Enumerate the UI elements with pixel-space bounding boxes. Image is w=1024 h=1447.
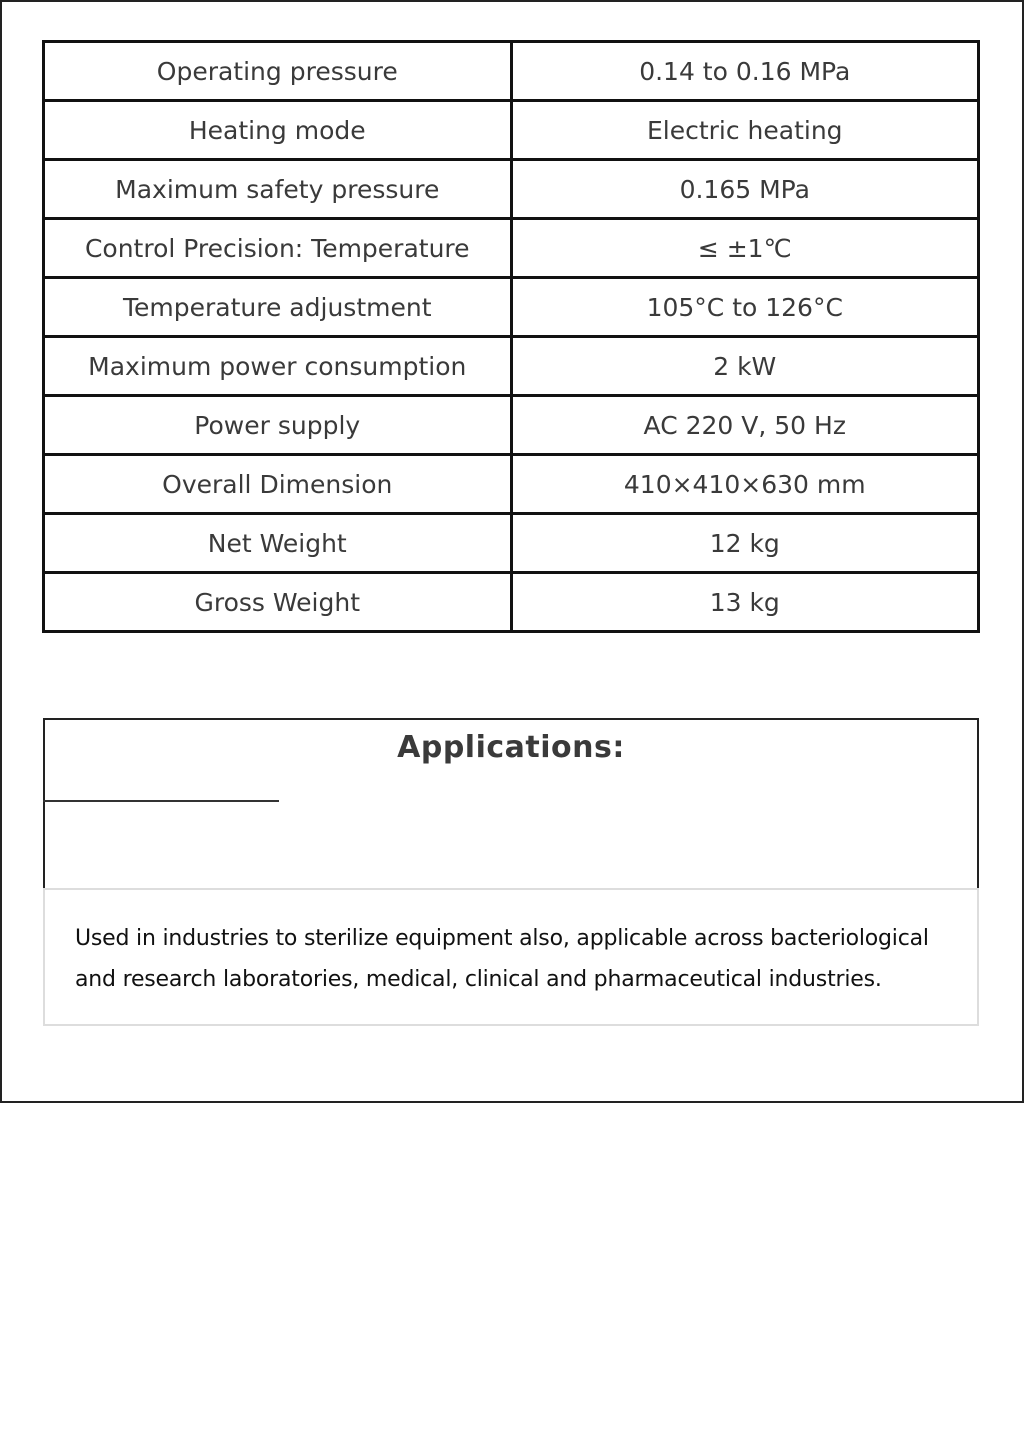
table-row xyxy=(44,337,979,396)
table-row xyxy=(44,514,979,573)
applications-title: Applications: xyxy=(397,730,625,765)
title-underline xyxy=(43,800,279,802)
spec-value: ≤ ±1℃ xyxy=(511,219,979,278)
table-row xyxy=(44,573,979,632)
spec-label: Power supply xyxy=(44,396,512,455)
spec-label: Gross Weight xyxy=(44,573,512,632)
table-row xyxy=(44,455,979,514)
spec-value: 0.14 to 0.16 MPa xyxy=(511,42,979,101)
spec-value: 105°C to 126°C xyxy=(511,278,979,337)
spec-value: 0.165 MPa xyxy=(511,160,979,219)
table-row xyxy=(44,42,979,101)
spec-label: Operating pressure xyxy=(44,42,512,101)
spec-label: Heating mode xyxy=(44,101,512,160)
table-row xyxy=(44,396,979,455)
spec-value: Electric heating xyxy=(511,101,979,160)
spec-label: Maximum safety pressure xyxy=(44,160,512,219)
applications-description-box xyxy=(43,888,979,1026)
spec-label: Control Precision: Temperature xyxy=(44,219,512,278)
spec-label: Overall Dimension xyxy=(44,455,512,514)
table-row xyxy=(44,160,979,219)
applications-header-box xyxy=(43,718,979,888)
spec-value: AC 220 V, 50 Hz xyxy=(511,396,979,455)
specifications-table xyxy=(42,40,980,633)
spec-label: Maximum power consumption xyxy=(44,337,512,396)
spec-label: Net Weight xyxy=(44,514,512,573)
spec-label: Temperature adjustment xyxy=(44,278,512,337)
spec-value: 12 kg xyxy=(511,514,979,573)
table-row xyxy=(44,101,979,160)
spec-value: 410×410×630 mm xyxy=(511,455,979,514)
spec-value: 13 kg xyxy=(511,573,979,632)
table-row xyxy=(44,278,979,337)
applications-description: Used in industries to sterilize equipment also, applicable across bacteriological and research laboratories, medical, clinical and pharmaceutical industries. xyxy=(75,926,929,992)
table-row xyxy=(44,219,979,278)
spec-value: 2 kW xyxy=(511,337,979,396)
